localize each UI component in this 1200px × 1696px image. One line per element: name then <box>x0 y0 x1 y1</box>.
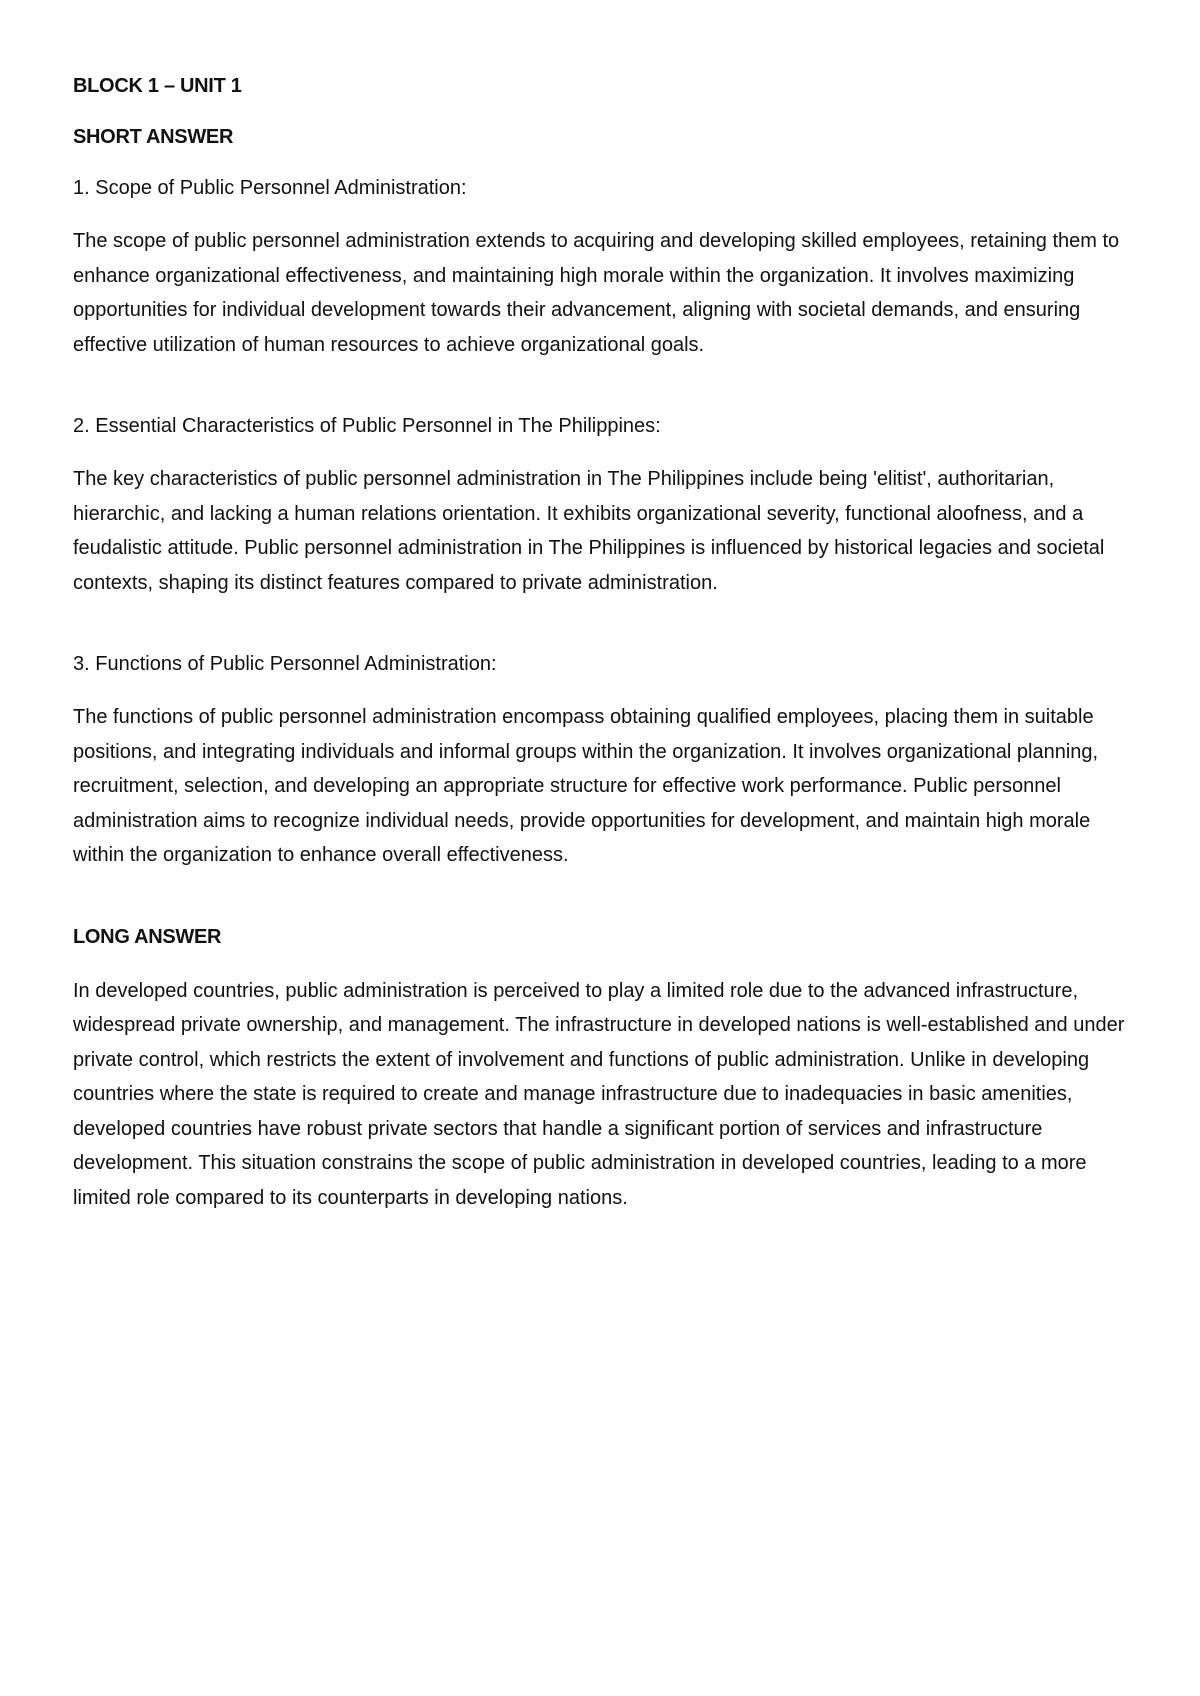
long-answer-text: In developed countries, public administration is perceived to play a limited role due to the advanced infrastructure, widespread private ownership, and management. The infrastructure in developed nations is well-established and under private control, which restricts the extent of involvement and functions of public administration. Unlike in developing countries where the state is required to create and manage infrastructure due to inadequacies in basic amenities, developed countries have robust private sectors that handle a significant portion of services and infrastructure development. This situation constrains the scope of public administration in developed countries, leading to a more limited role compared to its counterparts in developing nations. <box>73 979 1125 1209</box>
document-page <box>73 72 1138 1215</box>
block-title: BLOCK 1 – UNIT 1 <box>73 75 242 97</box>
short-answer-heading: SHORT ANSWER <box>73 126 234 148</box>
long-answer-heading: LONG ANSWER <box>73 925 222 948</box>
question-3-title: 3. Functions of Public Personnel Administration: <box>73 653 497 675</box>
question-1-title: 1. Scope of Public Personnel Administration: <box>73 177 467 199</box>
question-1-answer: The scope of public personnel administration extends to acquiring and developing skilled employees, retaining them to enhance organizational effectiveness, and maintaining high morale within the organization. It involves maximizing opportunities for individual development towards their advancement, aligning with societal demands, and ensuring effective utilization of human resources to achieve organizational goals. <box>73 230 1120 356</box>
question-2-answer: The key characteristics of public personnel administration in The Philippines include being 'elitist', authoritarian, hierarchic, and lacking a human relations orientation. It exhibits organizational severity, functional aloofness, and a feudalistic attitude. Public personnel administration in The Philippines is influenced by historical legacies and societal contexts, shaping its distinct features compared to private administration. <box>73 468 1105 594</box>
question-3-answer: The functions of public personnel administration encompass obtaining qualified employees, placing them in suitable positions, and integrating individuals and informal groups within the organization. It involves organizational planning, recruitment, selection, and developing an appropriate structure for effective work performance. Public personnel administration aims to recognize individual needs, provide opportunities for development, and maintain high morale within the organization to enhance overall effectiveness. <box>73 706 1099 866</box>
question-2-title: 2. Essential Characteristics of Public Personnel in The Philippines: <box>73 415 661 437</box>
